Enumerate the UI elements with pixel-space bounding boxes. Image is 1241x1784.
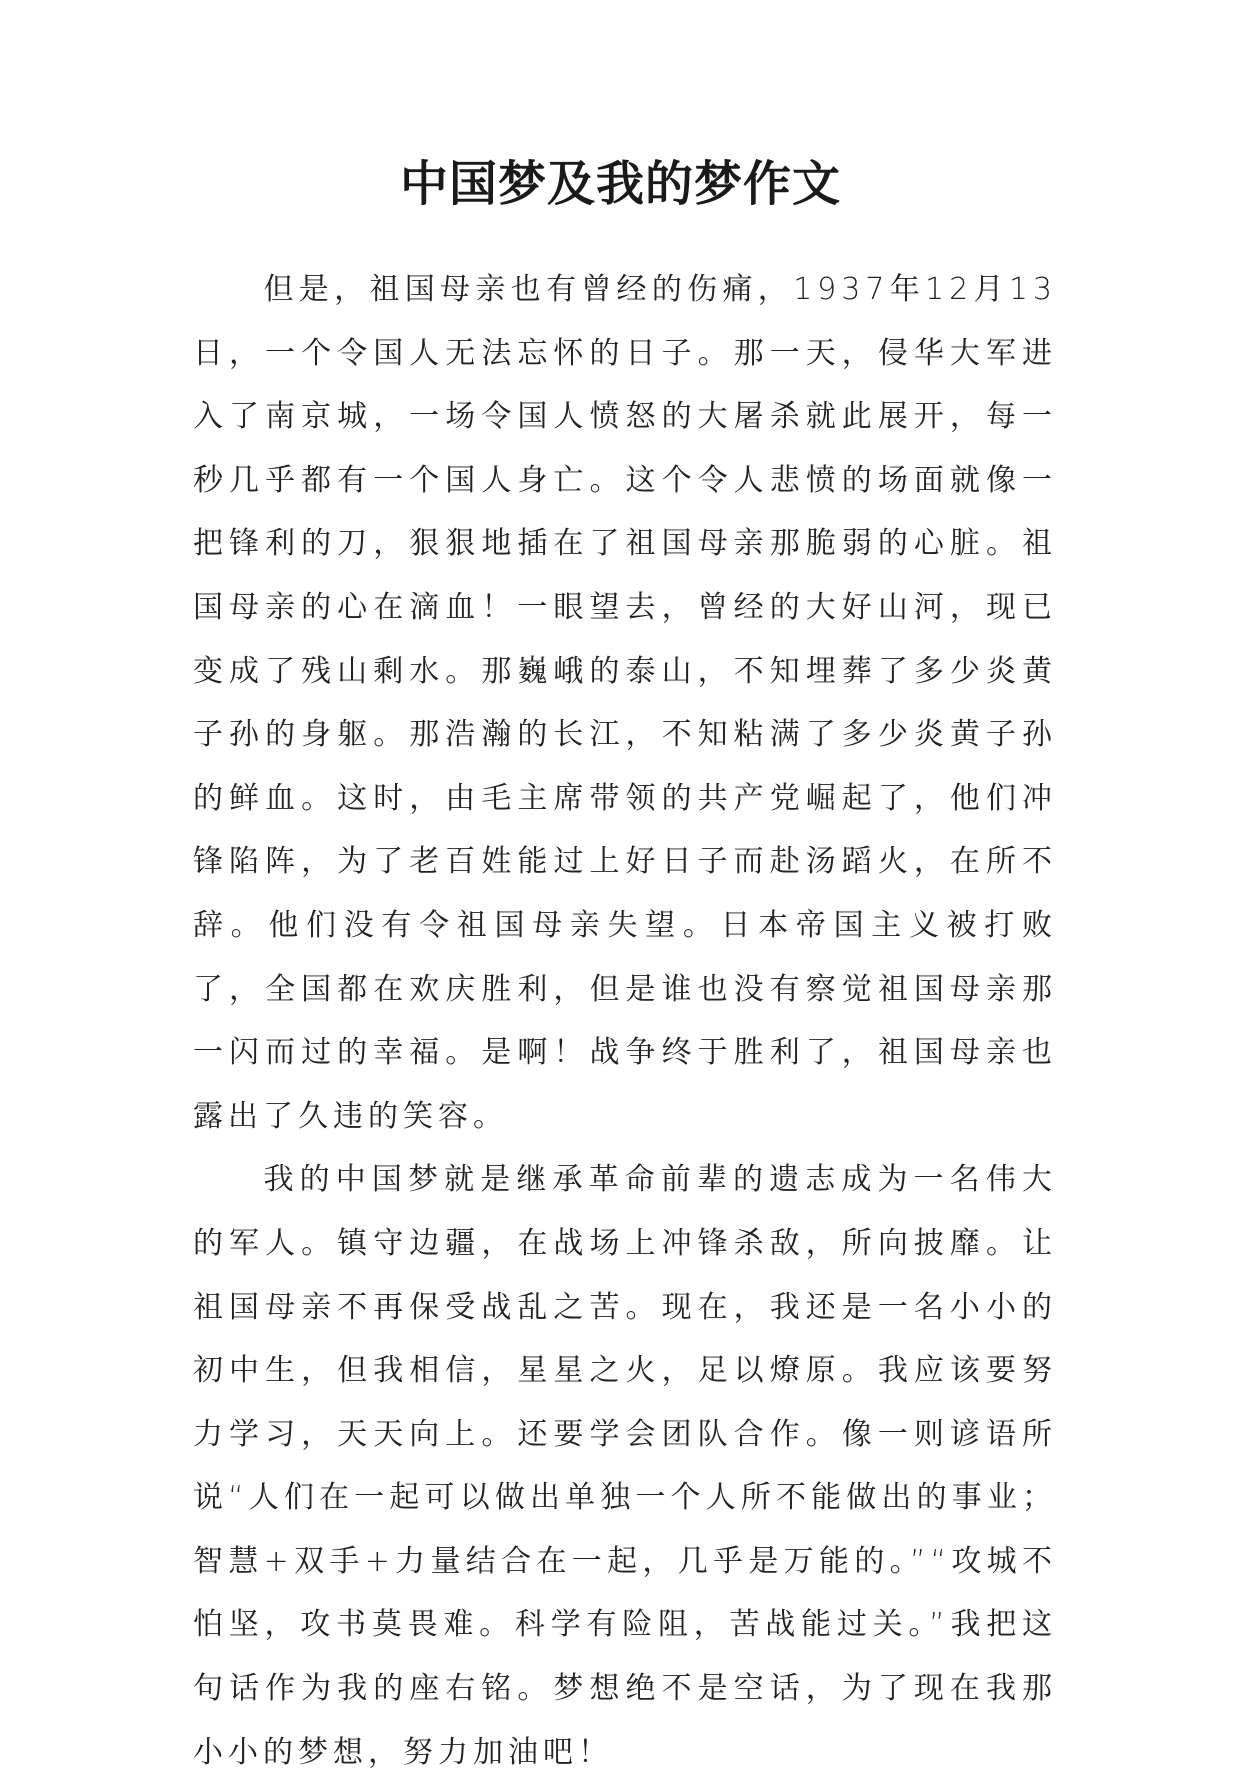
document-body [193, 258, 1057, 1784]
paragraph: 我的中国梦就是继承革命前辈的遗志成为一名伟大的军人。镇守边疆，在战场上冲锋杀敌，所向披靡。让祖国母亲不再保受战乱之苦。现在，我还是一名小小的初中生，但我相信，星星之火，足以燎原。我应该要努力学习，天天向上。还要学会团队合作。像一则谚语所说“人们在一起可以做出单独一个人所不能做出的事业；智慧+双手+力量结合在一起，几乎是万能的。”“攻城不怕坚，攻书莫畏难。科学有险阻，苦战能过关。”我把这句话作为我的座右铭。梦想绝不是空话，为了现在我那小小的梦想，努力加油吧！ [193, 1162, 1057, 1770]
paragraph: 但是，祖国母亲也有曾经的伤痛，1937年12月13日，一个令国人无法忘怀的日子。那一天，侵华大军进入了南京城，一场令国人愤怒的大屠杀就此展开，每一秒几乎都有一个国人身亡。这个令人悲愤的场面就像一把锋利的刀，狠狠地插在了祖国母亲那脆弱的心脏。祖国母亲的心在滴血！一眼望去，曾经的大好山河，现已变成了残山剩水。那巍峨的泰山，不知埋葬了多少炎黄子孙的身躯。那浩瀚的长江，不知粘满了多少炎黄子孙的鲜血。这时，由毛主席带领的共产党崛起了，他们冲锋陷阵，为了老百姓能过上好日子而赴汤蹈火，在所不辞。他们没有令祖国母亲失望。日本帝国主义被打败了，全国都在欢庆胜利，但是谁也没有察觉祖国母亲那一闪而过的幸福。是啊！战争终于胜利了，祖国母亲也露出了久违的笑容。 [193, 272, 1057, 1134]
document-title: 中国梦及我的梦作文 [399, 156, 841, 212]
